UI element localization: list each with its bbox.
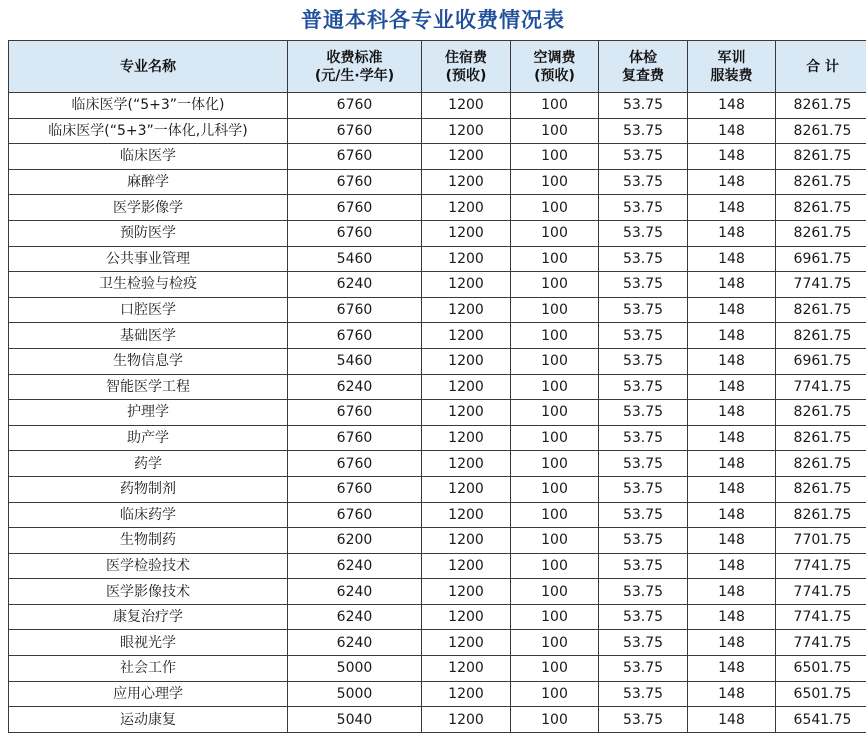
table-row (9, 476, 866, 502)
aircon-cell: 100 (511, 579, 599, 605)
header-line: 专业名称 (120, 58, 176, 75)
accommodation-cell: 1200 (422, 169, 511, 195)
military-uniform-cell: 148 (688, 579, 776, 605)
aircon-cell: 100 (511, 553, 599, 579)
medical-recheck-cell: 53.75 (599, 451, 688, 477)
aircon-cell: 100 (511, 502, 599, 528)
tuition-cell: 6200 (288, 528, 422, 554)
tuition-cell: 6760 (288, 323, 422, 349)
medical-recheck-cell: 53.75 (599, 169, 688, 195)
total-cell: 8261.75 (776, 400, 866, 426)
table-row (9, 118, 866, 144)
medical-recheck-cell: 53.75 (599, 604, 688, 630)
medical-recheck-cell: 53.75 (599, 374, 688, 400)
major-name-cell: 口腔医学 (9, 297, 288, 323)
table-row (9, 707, 866, 733)
military-uniform-cell: 148 (688, 118, 776, 144)
tuition-cell: 5040 (288, 707, 422, 733)
total-cell: 6961.75 (776, 348, 866, 374)
medical-recheck-cell: 53.75 (599, 502, 688, 528)
military-uniform-cell: 148 (688, 272, 776, 298)
header-line: 空调费 (533, 49, 576, 66)
header-line: 服装费 (710, 67, 753, 84)
col-medical-recheck-header (599, 41, 688, 93)
major-name-cell: 基础医学 (9, 323, 288, 349)
medical-recheck-cell: 53.75 (599, 681, 688, 707)
table-row (9, 169, 866, 195)
major-name-cell: 临床医学(“5+3”一体化,儿科学) (9, 118, 288, 144)
aircon-cell: 100 (511, 323, 599, 349)
tuition-cell: 5000 (288, 656, 422, 682)
tuition-cell: 6760 (288, 93, 422, 119)
accommodation-cell: 1200 (422, 630, 511, 656)
total-cell: 8261.75 (776, 220, 866, 246)
header-line: (元/生·学年) (314, 67, 395, 84)
tuition-cell: 5460 (288, 348, 422, 374)
military-uniform-cell: 148 (688, 297, 776, 323)
medical-recheck-cell: 53.75 (599, 579, 688, 605)
accommodation-cell: 1200 (422, 272, 511, 298)
aircon-cell: 100 (511, 169, 599, 195)
total-cell: 8261.75 (776, 118, 866, 144)
total-cell: 8261.75 (776, 144, 866, 170)
major-name-cell: 生物制药 (9, 528, 288, 554)
table-row (9, 323, 866, 349)
accommodation-cell: 1200 (422, 400, 511, 426)
military-uniform-cell: 148 (688, 195, 776, 221)
military-uniform-cell: 148 (688, 656, 776, 682)
aircon-cell: 100 (511, 374, 599, 400)
accommodation-cell: 1200 (422, 144, 511, 170)
col-total-header (776, 41, 866, 93)
major-name-cell: 智能医学工程 (9, 374, 288, 400)
total-cell: 6541.75 (776, 707, 866, 733)
accommodation-cell: 1200 (422, 374, 511, 400)
header-line: (预收) (445, 67, 487, 84)
major-name-cell: 医学检验技术 (9, 553, 288, 579)
tuition-cell: 6760 (288, 144, 422, 170)
medical-recheck-cell: 53.75 (599, 297, 688, 323)
tuition-cell: 6760 (288, 400, 422, 426)
table-row (9, 630, 866, 656)
col-tuition-header (288, 41, 422, 93)
tuition-cell: 6760 (288, 451, 422, 477)
tuition-cell: 6240 (288, 579, 422, 605)
total-cell: 6501.75 (776, 656, 866, 682)
table-body (9, 93, 866, 733)
accommodation-cell: 1200 (422, 425, 511, 451)
table-row (9, 246, 866, 272)
col-aircon-header (511, 41, 599, 93)
major-name-cell: 临床医学 (9, 144, 288, 170)
military-uniform-cell: 148 (688, 323, 776, 349)
accommodation-cell: 1200 (422, 553, 511, 579)
tuition-cell: 6760 (288, 220, 422, 246)
medical-recheck-cell: 53.75 (599, 707, 688, 733)
tuition-cell: 6760 (288, 169, 422, 195)
medical-recheck-cell: 53.75 (599, 118, 688, 144)
table-row (9, 553, 866, 579)
medical-recheck-cell: 53.75 (599, 656, 688, 682)
aircon-cell: 100 (511, 451, 599, 477)
military-uniform-cell: 148 (688, 425, 776, 451)
major-name-cell: 麻醉学 (9, 169, 288, 195)
accommodation-cell: 1200 (422, 476, 511, 502)
aircon-cell: 100 (511, 528, 599, 554)
military-uniform-cell: 148 (688, 220, 776, 246)
table-row (9, 297, 866, 323)
medical-recheck-cell: 53.75 (599, 246, 688, 272)
medical-recheck-cell: 53.75 (599, 93, 688, 119)
aircon-cell: 100 (511, 656, 599, 682)
military-uniform-cell: 148 (688, 246, 776, 272)
tuition-cell: 6240 (288, 374, 422, 400)
table-row (9, 220, 866, 246)
total-cell: 8261.75 (776, 502, 866, 528)
header-line: 体检 (629, 49, 657, 66)
accommodation-cell: 1200 (422, 502, 511, 528)
medical-recheck-cell: 53.75 (599, 528, 688, 554)
table-row (9, 656, 866, 682)
total-cell: 8261.75 (776, 169, 866, 195)
aircon-cell: 100 (511, 272, 599, 298)
major-name-cell: 医学影像学 (9, 195, 288, 221)
total-cell: 7741.75 (776, 579, 866, 605)
accommodation-cell: 1200 (422, 451, 511, 477)
total-cell: 8261.75 (776, 297, 866, 323)
medical-recheck-cell: 53.75 (599, 195, 688, 221)
medical-recheck-cell: 53.75 (599, 272, 688, 298)
table-row (9, 195, 866, 221)
military-uniform-cell: 148 (688, 707, 776, 733)
total-cell: 8261.75 (776, 93, 866, 119)
total-cell: 7701.75 (776, 528, 866, 554)
header-line: 合 计 (806, 58, 839, 75)
aircon-cell: 100 (511, 118, 599, 144)
tuition-cell: 5460 (288, 246, 422, 272)
military-uniform-cell: 148 (688, 553, 776, 579)
total-cell: 7741.75 (776, 272, 866, 298)
accommodation-cell: 1200 (422, 195, 511, 221)
total-cell: 6501.75 (776, 681, 866, 707)
tuition-cell: 6760 (288, 502, 422, 528)
table-row (9, 93, 866, 119)
aircon-cell: 100 (511, 195, 599, 221)
major-name-cell: 生物信息学 (9, 348, 288, 374)
header-line: 收费标准 (326, 49, 383, 66)
table-row (9, 272, 866, 298)
medical-recheck-cell: 53.75 (599, 553, 688, 579)
major-name-cell: 临床医学(“5+3”一体化) (9, 93, 288, 119)
accommodation-cell: 1200 (422, 656, 511, 682)
aircon-cell: 100 (511, 297, 599, 323)
military-uniform-cell: 148 (688, 502, 776, 528)
total-cell: 6961.75 (776, 246, 866, 272)
major-name-cell: 临床药学 (9, 502, 288, 528)
medical-recheck-cell: 53.75 (599, 425, 688, 451)
medical-recheck-cell: 53.75 (599, 220, 688, 246)
major-name-cell: 药学 (9, 451, 288, 477)
tuition-cell: 6240 (288, 604, 422, 630)
aircon-cell: 100 (511, 400, 599, 426)
accommodation-cell: 1200 (422, 348, 511, 374)
accommodation-cell: 1200 (422, 220, 511, 246)
total-cell: 8261.75 (776, 476, 866, 502)
aircon-cell: 100 (511, 93, 599, 119)
tuition-cell: 6760 (288, 118, 422, 144)
total-cell: 7741.75 (776, 374, 866, 400)
total-cell: 7741.75 (776, 604, 866, 630)
table-row (9, 502, 866, 528)
table-row (9, 348, 866, 374)
tuition-cell: 6240 (288, 553, 422, 579)
aircon-cell: 100 (511, 681, 599, 707)
table-row (9, 451, 866, 477)
medical-recheck-cell: 53.75 (599, 323, 688, 349)
total-cell: 8261.75 (776, 425, 866, 451)
header-line: 住宿费 (445, 49, 487, 66)
military-uniform-cell: 148 (688, 604, 776, 630)
tuition-cell: 6760 (288, 425, 422, 451)
accommodation-cell: 1200 (422, 681, 511, 707)
total-cell: 7741.75 (776, 630, 866, 656)
tuition-cell: 6760 (288, 297, 422, 323)
military-uniform-cell: 148 (688, 169, 776, 195)
military-uniform-cell: 148 (688, 400, 776, 426)
military-uniform-cell: 148 (688, 93, 776, 119)
table-row (9, 604, 866, 630)
major-name-cell: 医学影像技术 (9, 579, 288, 605)
aircon-cell: 100 (511, 707, 599, 733)
aircon-cell: 100 (511, 348, 599, 374)
total-cell: 7741.75 (776, 553, 866, 579)
major-name-cell: 助产学 (9, 425, 288, 451)
table-row (9, 144, 866, 170)
major-name-cell: 护理学 (9, 400, 288, 426)
medical-recheck-cell: 53.75 (599, 144, 688, 170)
major-name-cell: 预防医学 (9, 220, 288, 246)
aircon-cell: 100 (511, 630, 599, 656)
military-uniform-cell: 148 (688, 451, 776, 477)
header-row (9, 41, 866, 93)
accommodation-cell: 1200 (422, 118, 511, 144)
accommodation-cell: 1200 (422, 528, 511, 554)
tuition-cell: 5000 (288, 681, 422, 707)
total-cell: 8261.75 (776, 451, 866, 477)
military-uniform-cell: 148 (688, 144, 776, 170)
table-row (9, 579, 866, 605)
accommodation-cell: 1200 (422, 323, 511, 349)
header-line: (预收) (534, 67, 575, 84)
major-name-cell: 公共事业管理 (9, 246, 288, 272)
medical-recheck-cell: 53.75 (599, 400, 688, 426)
major-name-cell: 康复治疗学 (9, 604, 288, 630)
total-cell: 8261.75 (776, 195, 866, 221)
accommodation-cell: 1200 (422, 604, 511, 630)
major-name-cell: 药物制剂 (9, 476, 288, 502)
accommodation-cell: 1200 (422, 246, 511, 272)
aircon-cell: 100 (511, 246, 599, 272)
tuition-cell: 6240 (288, 272, 422, 298)
total-cell: 8261.75 (776, 323, 866, 349)
major-name-cell: 眼视光学 (9, 630, 288, 656)
fee-table (8, 40, 866, 733)
table-row (9, 374, 866, 400)
accommodation-cell: 1200 (422, 93, 511, 119)
aircon-cell: 100 (511, 425, 599, 451)
medical-recheck-cell: 53.75 (599, 630, 688, 656)
header-line: 复查费 (622, 67, 664, 84)
tuition-cell: 6760 (288, 195, 422, 221)
table-row (9, 681, 866, 707)
military-uniform-cell: 148 (688, 476, 776, 502)
col-major-name-header (9, 41, 288, 93)
page-title: 普通本科各专业收费情况表 (301, 8, 565, 32)
medical-recheck-cell: 53.75 (599, 476, 688, 502)
military-uniform-cell: 148 (688, 630, 776, 656)
military-uniform-cell: 148 (688, 348, 776, 374)
tuition-cell: 6760 (288, 476, 422, 502)
major-name-cell: 卫生检验与检疫 (9, 272, 288, 298)
col-military-uniform-header (688, 41, 776, 93)
accommodation-cell: 1200 (422, 297, 511, 323)
aircon-cell: 100 (511, 604, 599, 630)
military-uniform-cell: 148 (688, 374, 776, 400)
header-line: 军训 (717, 49, 746, 66)
major-name-cell: 运动康复 (9, 707, 288, 733)
table-row (9, 400, 866, 426)
table-row (9, 528, 866, 554)
col-accommodation-header (422, 41, 511, 93)
aircon-cell: 100 (511, 476, 599, 502)
table-row (9, 425, 866, 451)
accommodation-cell: 1200 (422, 579, 511, 605)
military-uniform-cell: 148 (688, 681, 776, 707)
major-name-cell: 应用心理学 (9, 681, 288, 707)
aircon-cell: 100 (511, 220, 599, 246)
accommodation-cell: 1200 (422, 707, 511, 733)
aircon-cell: 100 (511, 144, 599, 170)
major-name-cell: 社会工作 (9, 656, 288, 682)
military-uniform-cell: 148 (688, 528, 776, 554)
table-header (9, 41, 866, 93)
medical-recheck-cell: 53.75 (599, 348, 688, 374)
tuition-cell: 6240 (288, 630, 422, 656)
